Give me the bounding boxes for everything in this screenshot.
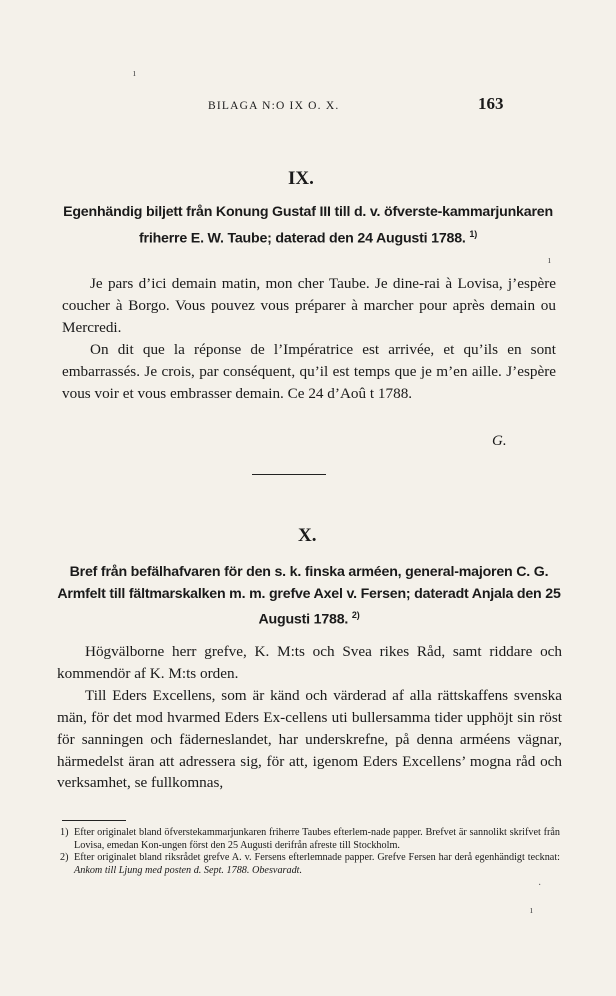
footnotes xyxy=(60,827,560,877)
section-ix-heading-text: Egenhändig biljett från Konung Gustaf III till d. v. öfverste-kammarjunkaren friherre E. W. Taube; daterad den 24 Augusti 1788. xyxy=(63,204,553,247)
section-x-numeral: X. xyxy=(298,525,317,546)
footnote-1 xyxy=(60,827,560,852)
ink-speck: ı xyxy=(133,68,136,79)
section-x-body xyxy=(57,641,562,794)
page-number: 163 xyxy=(478,94,504,113)
signature: G. xyxy=(492,433,507,449)
footnote-2 xyxy=(60,852,560,877)
section-ix-numeral: IX. xyxy=(288,168,314,189)
footnote-2-text: Efter originalet bland riksrådet grefve A. v. Fersens efterlemnade papper. Grefve Fersen har derå egenhändigt tecknat: xyxy=(74,852,560,864)
section-ix-body xyxy=(62,273,556,404)
footnote-1-mark: 1) xyxy=(60,827,69,838)
section-ix-paragraph: On dit que la réponse de l’Impératrice est arrivée, et qu’ils en sont embarrassés. Je crois, par conséquent, qu’il est temps que je m’en aille. J’espère vous voir et vous embrasser demain. Ce 24 d’Aoû t 1788. xyxy=(62,340,556,402)
section-ix-heading xyxy=(48,202,568,250)
running-head: BILAGA N:O IX O. X. xyxy=(208,100,340,112)
ink-speck: ı xyxy=(548,255,551,266)
footnote-2-mark: 2) xyxy=(60,852,69,864)
section-ix-footnote-ref: 1) xyxy=(469,228,477,239)
section-x-paragraph: Högvälborne herr grefve, K. M:ts och Svea rikes Råd, samt riddare och kommendör af K. M:ts orden. xyxy=(57,643,562,682)
section-x-paragraph: Till Eders Excellens, som är känd och värderad af alla rättskaffens svenska män, för det mod hvarmed Eders Ex-cellens uti bullersamma tider upphöjt sin röst för sanningen och fäderneslandet, har underskrefne, på denna arméens vägnar, härmedelst äran att adressera sig, för att, igenom Eders Excellens’ mogna råd och verksamhet, se fullkomnas, xyxy=(57,686,562,792)
ink-speck: · xyxy=(538,880,542,891)
section-x-heading xyxy=(44,562,574,632)
footnote-1-text: Efter originalet bland öfverstekammarjunkaren friherre Taubes efterlem-nade papper. Brefvet är sannolikt skrifvet från Lovisa, emedan Kon-ungen först den 25 Augusti derifrån afreste till Stockholm. xyxy=(74,827,560,851)
section-x-footnote-ref: 2) xyxy=(351,610,360,621)
footnote-2-annotation: Ankom till Ljung med posten d. Sept. 1788. Obesvaradt. xyxy=(74,864,303,876)
ink-speck: ı xyxy=(530,905,533,916)
section-ix-paragraph: Je pars d’ici demain matin, mon cher Taube. Je dine-rai à Lovisa, j’espère coucher à Borgo. Vous pouvez vous préparer à marcher pour après demain ou Mercredi. xyxy=(62,275,556,336)
section-separator xyxy=(252,474,326,475)
section-x-heading-text: Bref från befälhafvaren för den s. k. finska arméen, general-majoren C. G. Armfelt till fältmarskalken m. m. grefve Axel v. Fersen; dateradt Anjala den 25 Augusti 1788. xyxy=(57,564,561,628)
footnote-rule xyxy=(62,820,126,821)
